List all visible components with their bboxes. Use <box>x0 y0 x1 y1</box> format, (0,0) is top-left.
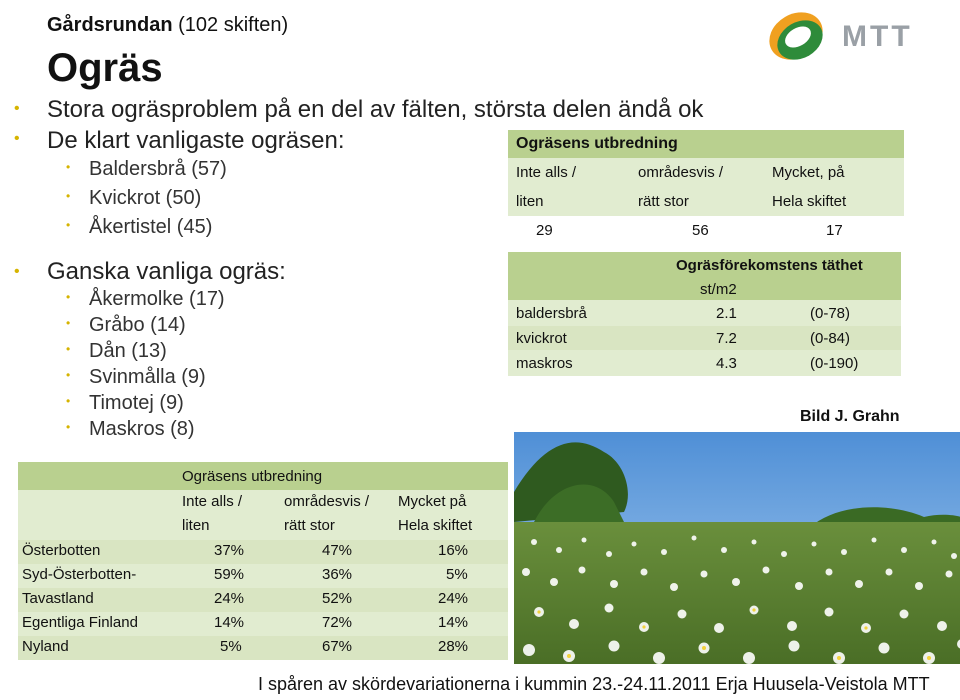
table-cell: 5% <box>220 638 242 655</box>
bullet-1: Stora ogräsproblem på en del av fälten, största delen ändå ok <box>47 96 704 123</box>
mtt-logo <box>764 4 954 70</box>
table-cell: 29 <box>536 222 553 239</box>
col-header: områdesvis / <box>638 164 724 181</box>
sub-bullet-dot: • <box>66 342 71 356</box>
table-cell: (0-84) <box>810 330 851 347</box>
table-title: Ogräsförekomstens täthet <box>676 257 863 274</box>
table-row-label: Egentliga Finland <box>22 614 138 631</box>
sub-bullet: Maskros (8) <box>89 418 195 440</box>
col-header: liten <box>182 517 210 534</box>
table-cell: 52% <box>322 590 353 607</box>
col-header: Mycket på <box>398 493 467 510</box>
table-cell: 28% <box>438 638 469 655</box>
subtitle-bold: Gårdsrundan <box>47 14 173 36</box>
table-cell: (0-78) <box>810 305 851 322</box>
table-title: Ogräsens utbredning <box>182 468 323 485</box>
sub-bullet: Åkertistel (45) <box>89 216 213 238</box>
table-utbredning-regioner <box>18 462 508 660</box>
meadow-photo <box>514 432 960 664</box>
subtitle-rest: (102 skiften) <box>178 14 289 36</box>
table-cell: 56 <box>692 222 709 239</box>
col-header: rätt stor <box>638 193 689 210</box>
sub-bullet: Kvickrot (50) <box>89 187 202 209</box>
bullet-2: De klart vanligaste ogräsen: <box>47 127 345 154</box>
table-row-label: Syd-Österbotten- <box>22 566 137 583</box>
table-cell: 17 <box>826 222 843 239</box>
sub-bullet: Åkermolke (17) <box>89 288 225 310</box>
col-header: Inte alls / <box>516 164 577 181</box>
photo-credit: Bild J. Grahn <box>800 408 900 425</box>
sub-bullet: Baldersbrå (57) <box>89 158 227 180</box>
table-row-band <box>18 636 508 660</box>
slide-subtitle <box>47 14 288 37</box>
bullet-dot: • <box>14 100 20 117</box>
col-header: områdesvis / <box>284 493 370 510</box>
col-header: rätt stor <box>284 517 335 534</box>
sub-bullet-dot: • <box>66 316 71 330</box>
sub-bullet: Svinmålla (9) <box>89 366 206 388</box>
sub-bullet-dot: • <box>66 394 71 408</box>
sub-bullet: Gråbo (14) <box>89 314 186 336</box>
table-cell: 7.2 <box>716 330 737 347</box>
table-cell: 4.3 <box>716 355 737 372</box>
col-header: Hela skiftet <box>398 517 473 534</box>
table-unit: st/m2 <box>700 281 737 298</box>
sub-bullet: Timotej (9) <box>89 392 184 414</box>
table-cell: (0-190) <box>810 355 859 372</box>
table-cell: 2.1 <box>716 305 737 322</box>
sub-bullet-dot: • <box>66 368 71 382</box>
table-cell: 72% <box>322 614 353 631</box>
sub-bullet-dot: • <box>66 160 71 174</box>
table-row-label: Österbotten <box>22 542 101 559</box>
bullet-3: Ganska vanliga ogräs: <box>47 258 286 285</box>
table-row-label: baldersbrå <box>516 305 587 322</box>
sub-bullet-dot: • <box>66 420 71 434</box>
bullet-dot: • <box>14 263 20 280</box>
table-cell: 67% <box>322 638 353 655</box>
table-cell: 16% <box>438 542 469 559</box>
table-cell: 5% <box>446 566 468 583</box>
table-row-label: maskros <box>516 355 573 372</box>
table-cell: 24% <box>438 590 469 607</box>
table-tathet <box>508 252 901 378</box>
table-cell: 47% <box>322 542 353 559</box>
col-header: Inte alls / <box>182 493 243 510</box>
table-cell: 24% <box>214 590 245 607</box>
table-row-label: kvickrot <box>516 330 567 347</box>
col-header: Mycket, på <box>772 164 845 181</box>
table-title: Ogräsens utbredning <box>516 135 678 152</box>
sub-bullet-dot: • <box>66 189 71 203</box>
table-row-label: Nyland <box>22 638 69 655</box>
sub-bullet: Dån (13) <box>89 340 167 362</box>
slide-footer: I spåren av skördevariationerna i kummin 23.-24.11.2011 Erja Huusela-Veistola MTT <box>258 674 930 694</box>
table-cell: 36% <box>322 566 353 583</box>
table-row-label: Tavastland <box>22 590 94 607</box>
table-cell: 14% <box>438 614 469 631</box>
table-cell: 37% <box>214 542 245 559</box>
logo-text: MTT <box>842 20 913 53</box>
sub-bullet-dot: • <box>66 218 71 232</box>
bullet-dot: • <box>14 130 20 147</box>
table-cell: 59% <box>214 566 245 583</box>
sub-bullet-dot: • <box>66 290 71 304</box>
meadow-image <box>514 432 960 664</box>
slide-title: Ogräs <box>47 46 163 90</box>
col-header: liten <box>516 193 544 210</box>
table-utbredning-total <box>508 130 904 246</box>
table-cell: 14% <box>214 614 245 631</box>
col-header: Hela skiftet <box>772 193 847 210</box>
